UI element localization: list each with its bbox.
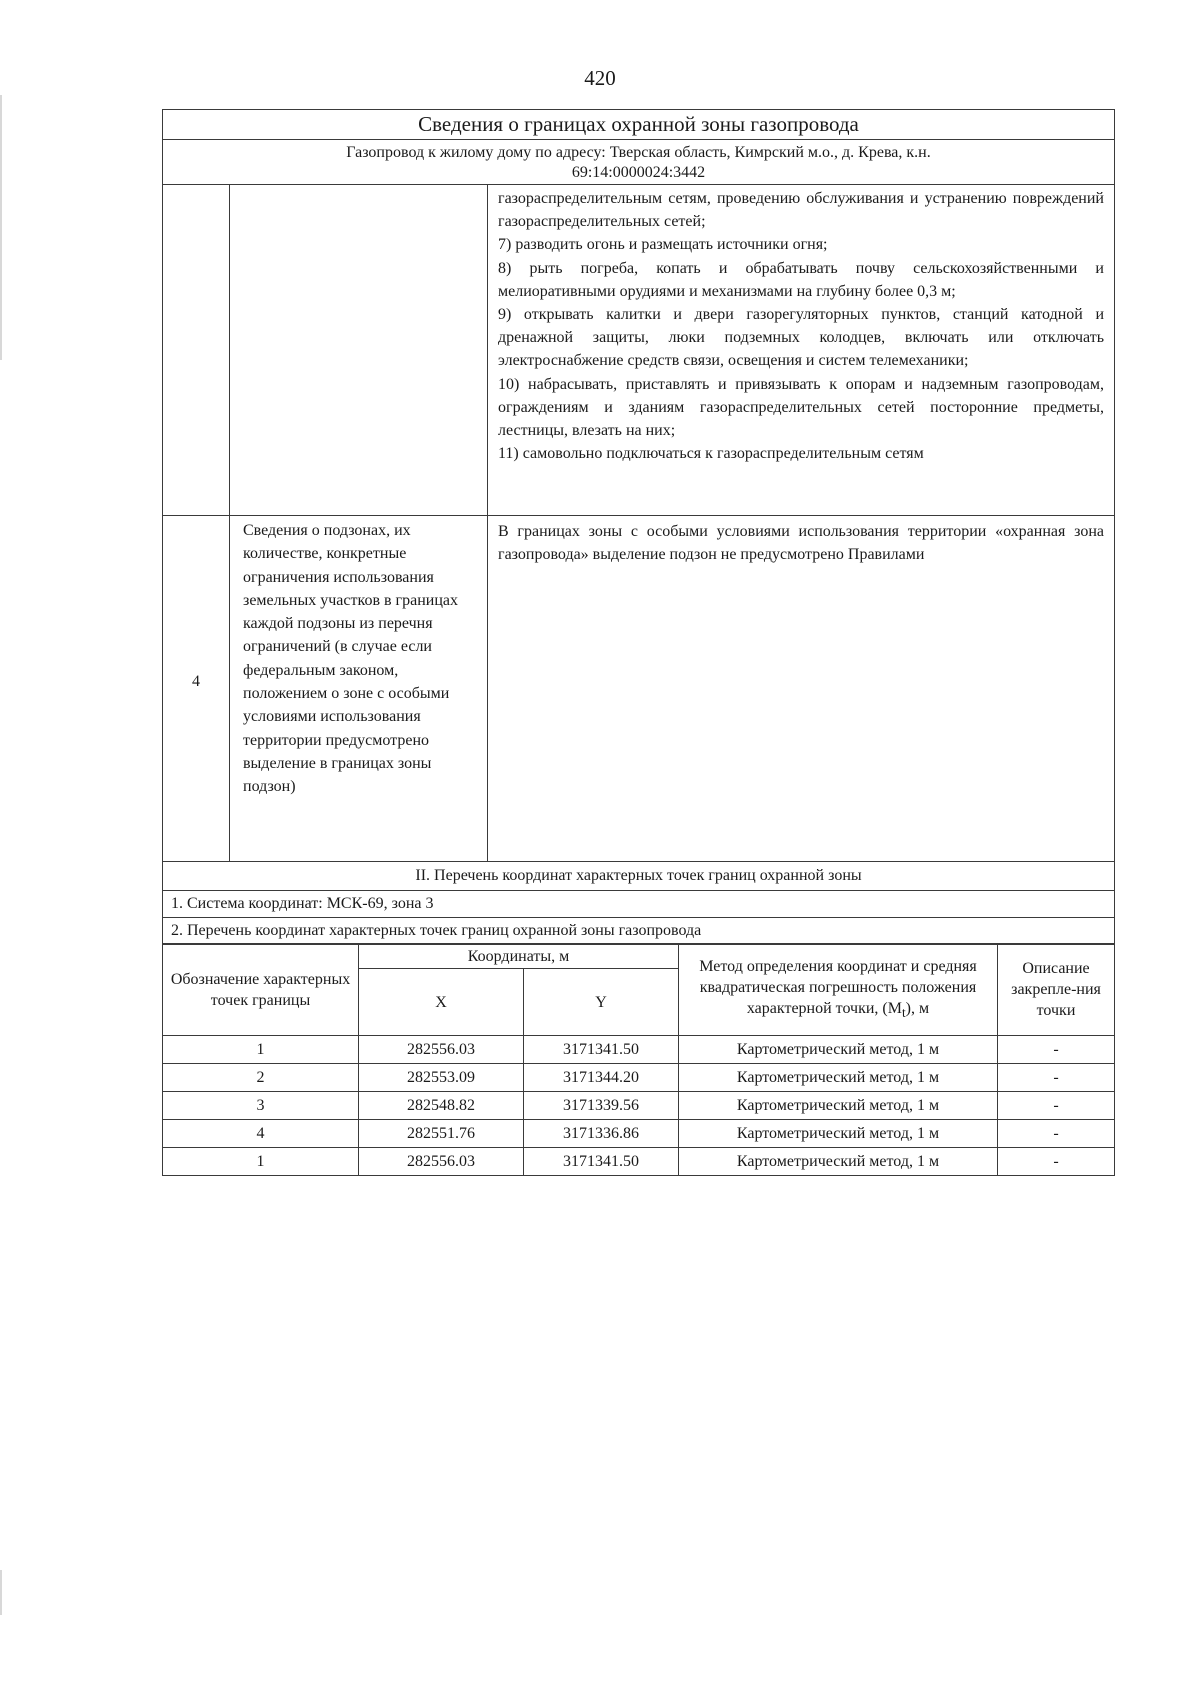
zone-info-table [162,109,1115,862]
point-id: 1 [163,1148,359,1176]
point-id: 1 [163,1036,359,1064]
col-header-point: Обозначение характерных точек границы [163,944,359,1036]
restrictions-list [488,185,1115,516]
coord-y: 3171341.50 [524,1036,679,1064]
coord-x: 282556.03 [359,1148,524,1176]
scan-edge-mark [0,95,2,360]
method: Картометрический метод, 1 м [679,1036,998,1064]
point-description: - [998,1148,1115,1176]
row-label-cell [230,185,488,516]
subzones-text: В границах зоны с особыми условиями использования территории «охранная зона газопровода» выделение подзон не предусмотрено Правилами [488,516,1115,862]
point-id: 4 [163,1120,359,1148]
coord-y: 3171336.86 [524,1120,679,1148]
point-id: 3 [163,1092,359,1120]
coord-system: 1. Система координат: МСК-69, зона 3 [163,890,1115,917]
point-id: 2 [163,1064,359,1092]
coordinates-section [162,861,1115,945]
table-row [163,1092,1115,1120]
coord-x: 282556.03 [359,1036,524,1064]
method-header-subscript: t [901,1005,906,1021]
table-row [163,1064,1115,1092]
scan-edge-mark [0,1570,2,1615]
col-header-coords: Координаты, м [359,944,679,969]
point-description: - [998,1064,1115,1092]
method: Картометрический метод, 1 м [679,1064,998,1092]
table-row [163,1120,1115,1148]
restriction-item: 10) набрасывать, приставлять и привязывать к опорам и надземным газопроводам, ограждениям и зданиям газораспределительных сетей посторонние предметы, лестницы, влезать на них; [498,375,1104,440]
col-header-y: Y [524,969,679,1036]
subzones-label: Сведения о подзонах, их количестве, конкретные ограничения использования земельных участков в границах каждой подзоны из перечня ограничений (в случае если федеральным законом, положением о зоне с особыми условиями использования территории предусмотрено выделение в границах зоны подзон) [230,516,488,862]
point-description: - [998,1120,1115,1148]
document-body [162,109,1115,1176]
col-header-method [679,944,998,1036]
coord-x: 282551.76 [359,1120,524,1148]
col-header-x: X [359,969,524,1036]
method: Картометрический метод, 1 м [679,1120,998,1148]
col-header-description: Описание закрепле-ния точки [998,944,1115,1036]
restriction-item: 9) открывать калитки и двери газорегуляторных пунктов, станций катодной и дренажной защиты, люки подземных колодцев, включать или отключать электроснабжение средств связи, освещения и систем телемеханики; [498,306,1104,370]
document-title: Сведения о границах охранной зоны газопровода [163,110,1115,140]
coord-x: 282548.82 [359,1092,524,1120]
restriction-item: 7) разводить огонь и размещать источники огня; [498,236,828,254]
table-row [163,1036,1115,1064]
coord-list-title: 2. Перечень координат характерных точек границ охранной зоны газопровода [163,917,1115,944]
cadastral-number: 69:14:0000024:3442 [571,164,706,181]
restriction-item: 11) самовольно подключаться к газораспределительным сетям [498,445,924,463]
method: Картометрический метод, 1 м [679,1148,998,1176]
row-number-cell [163,185,230,516]
coord-x: 282553.09 [359,1064,524,1092]
coordinates-table [162,943,1115,1176]
coord-y: 3171339.56 [524,1092,679,1120]
row-number: 4 [163,516,230,862]
address-line: Газопровод к жилому дому по адресу: Тверская область, Кимрский м.о., д. Крева, к.н. [346,144,931,161]
section-2-title: II. Перечень координат характерных точек границ охранной зоны [163,861,1115,890]
object-address [163,140,1115,185]
restriction-item: газораспределительным сетям, проведению обслуживания и устранению повреждений газораспределительных сетей; [498,190,1104,231]
coord-y: 3171344.20 [524,1064,679,1092]
restriction-item: 8) рыть погреба, копать и обрабатывать почву сельскохозяйственными и мелиоративными орудиями и механизмами на глубину более 0,3 м; [498,259,1104,300]
coord-y: 3171341.50 [524,1148,679,1176]
page-number: 420 [584,66,616,90]
method: Картометрический метод, 1 м [679,1092,998,1120]
method-header-text: Метод определения координат и средняя квадратическая погрешность положения характерной точки, (M [699,957,977,1017]
point-description: - [998,1036,1115,1064]
method-header-unit: ), м [905,999,930,1017]
table-row [163,1148,1115,1176]
point-description: - [998,1092,1115,1120]
